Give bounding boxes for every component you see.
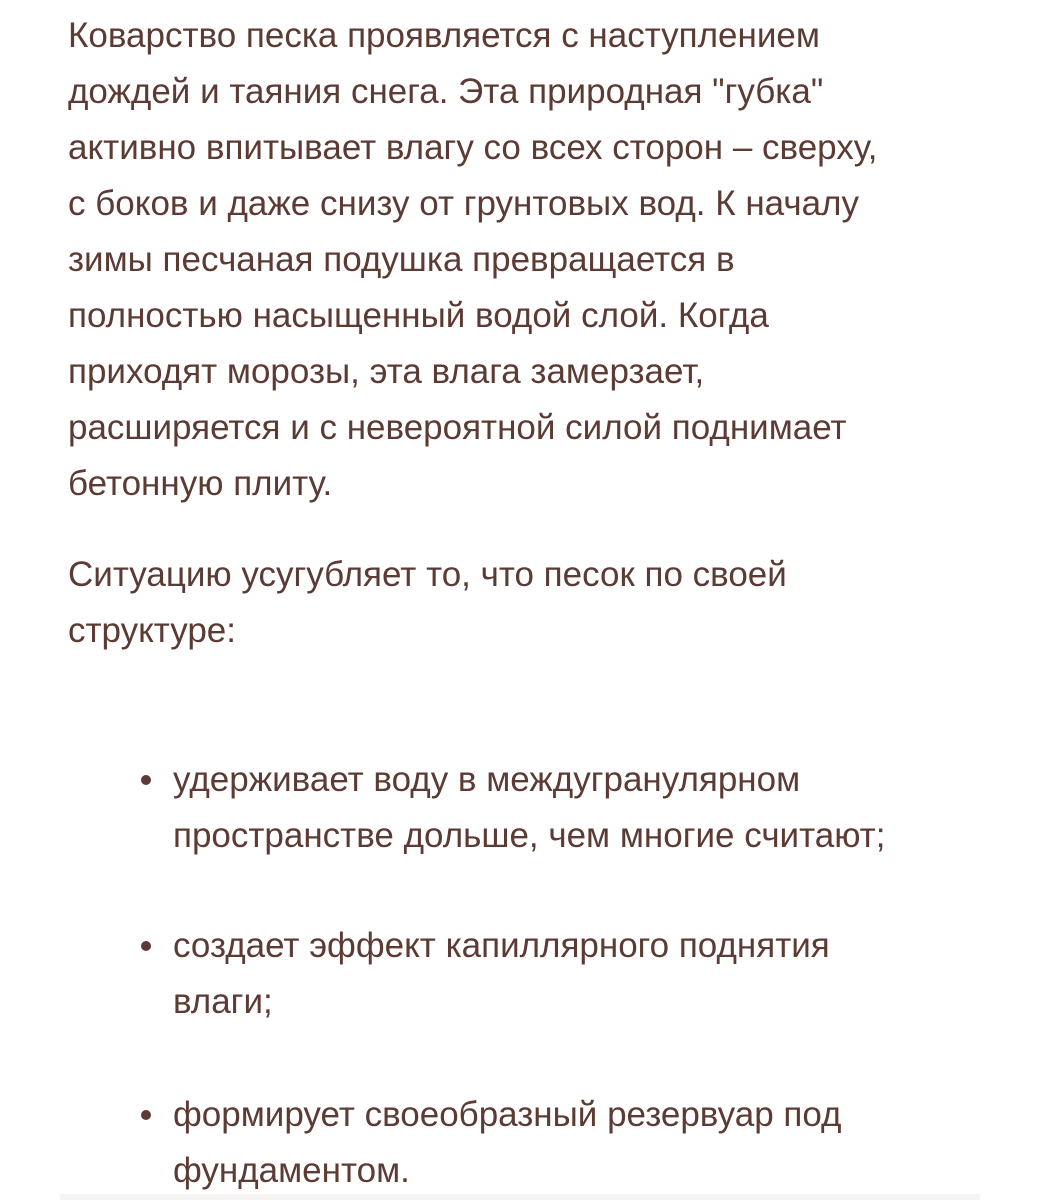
text-line: приходят морозы, эта влага замерзает, bbox=[68, 352, 705, 391]
text-line: влаги; bbox=[173, 982, 273, 1021]
text-line: Ситуацию усугубляет то, что песок по своей bbox=[68, 555, 787, 594]
list-item bbox=[173, 918, 830, 1030]
bottom-divider bbox=[60, 1194, 980, 1200]
list-item bbox=[173, 1087, 841, 1199]
text-line: полностью насыщенный водой слой. Когда bbox=[68, 296, 769, 335]
text-line: фундаментом. bbox=[173, 1151, 410, 1190]
text-line: структуре: bbox=[68, 611, 236, 650]
text-line: Коварство песка проявляется с наступлением bbox=[68, 16, 820, 55]
text-line: с боков и даже снизу от грунтовых вод. К началу bbox=[68, 184, 859, 223]
bullet-icon bbox=[141, 941, 151, 951]
paragraph-situation bbox=[68, 547, 787, 659]
text-line: расширяется и с невероятной силой поднимает bbox=[68, 408, 847, 447]
text-line: пространстве дольше, чем многие считают; bbox=[173, 816, 886, 855]
text-line: активно впитывает влагу со всех сторон – сверху, bbox=[68, 128, 878, 167]
bullet-icon bbox=[141, 775, 151, 785]
list-item bbox=[173, 752, 885, 864]
text-line: формирует своеобразный резервуар под bbox=[173, 1095, 842, 1134]
text-line: создает эффект капиллярного поднятия bbox=[173, 926, 830, 965]
text-line: зимы песчаная подушка превращается в bbox=[68, 240, 735, 279]
text-line: дождей и таяния снега. Эта природная "губка" bbox=[68, 72, 824, 111]
bullet-icon bbox=[141, 1110, 151, 1120]
text-line: бетонную плиту. bbox=[68, 464, 333, 503]
paragraph-frost-heave bbox=[68, 8, 877, 512]
text-line: удерживает воду в междугранулярном bbox=[173, 760, 801, 799]
